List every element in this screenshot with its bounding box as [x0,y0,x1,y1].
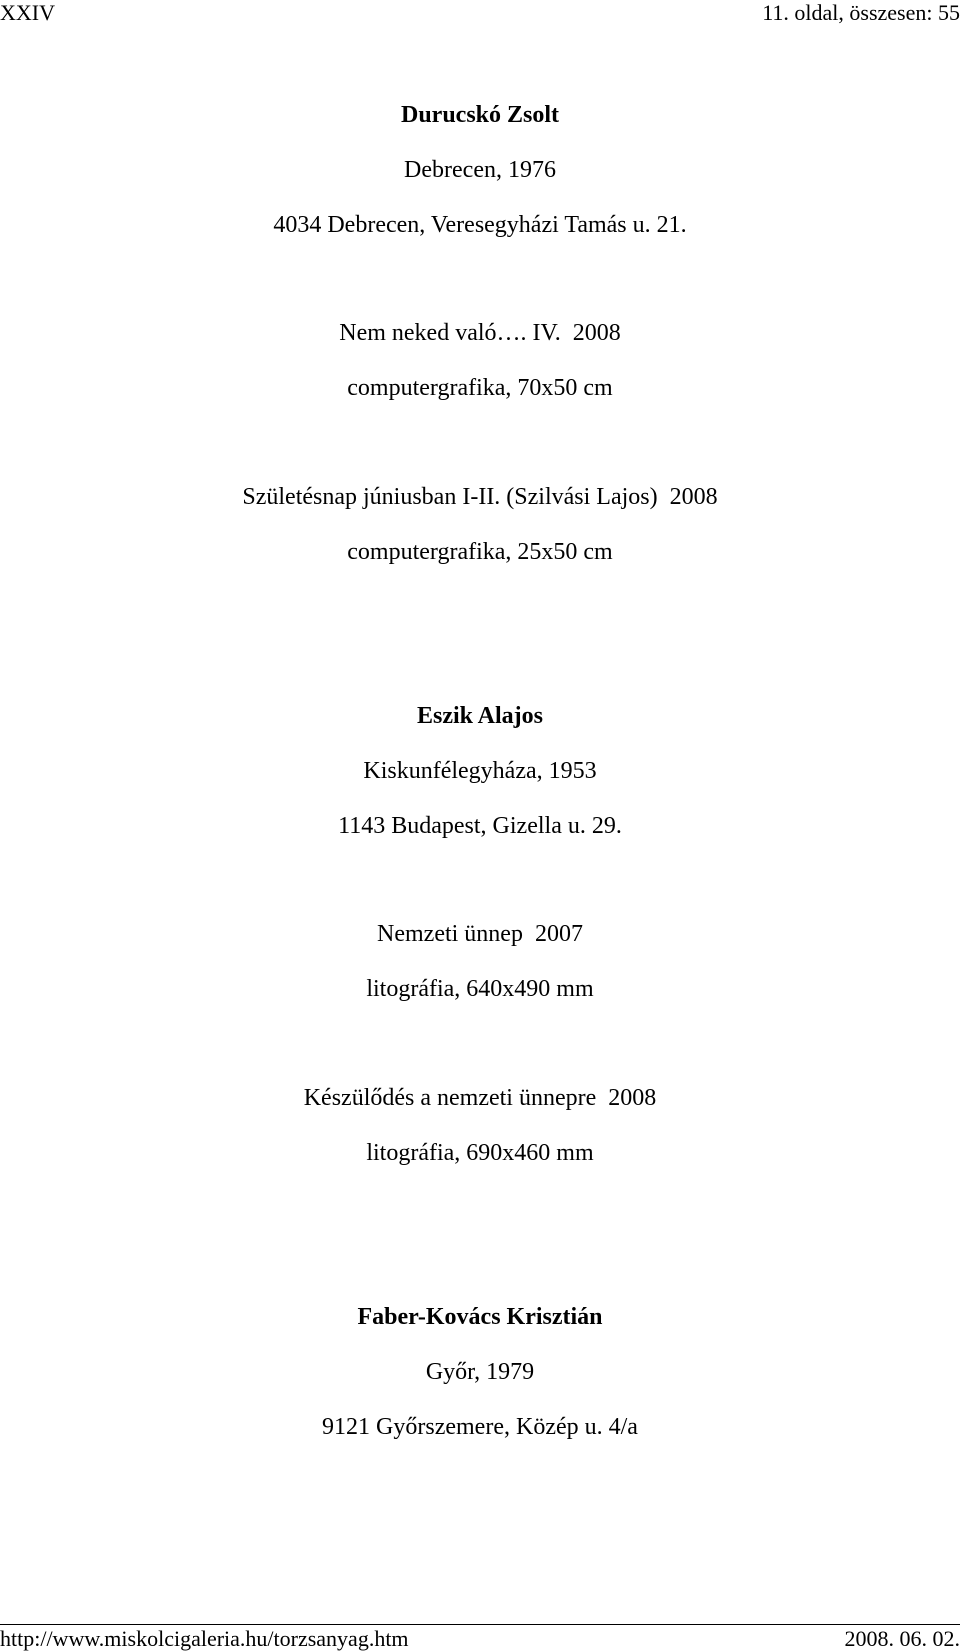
artist-address: 9121 Győrszemere, Közép u. 4/a [322,1414,638,1440]
footer-rule [0,1624,960,1625]
source-url: http://www.miskolcigaleria.hu/torzsanyag.htm [0,1626,409,1651]
work-title: Nemzeti ünnep 2007 [377,921,583,947]
artist-birth: Debrecen, 1976 [404,157,556,183]
artist-address: 1143 Budapest, Gizella u. 29. [338,813,622,839]
artist-birth: Győr, 1979 [425,1359,535,1385]
section-number: XXIV [0,0,55,25]
work-details: litográfia, 690x460 mm [366,1140,594,1166]
page-counter: 11. oldal, összesen: 55 [762,0,960,25]
work-details: computergrafika, 70x50 cm [347,375,613,401]
artist-name: Durucskó Zsolt [400,102,560,128]
artist-name: Eszik Alajos [416,703,544,729]
artist-address: 4034 Debrecen, Veresegyházi Tamás u. 21. [273,212,687,238]
print-date: 2008. 06. 02. [844,1626,960,1651]
work-details: computergrafika, 25x50 cm [347,539,613,565]
work-title: Születésnap júniusban I-II. (Szilvási Lajos) 2008 [242,484,718,510]
work-details: litográfia, 640x490 mm [366,976,594,1002]
work-title: Nem neked való…. IV. 2008 [339,320,621,346]
artist-birth: Kiskunfélegyháza, 1953 [363,758,597,784]
work-title: Készülődés a nemzeti ünnepre 2008 [303,1085,657,1111]
artist-name: Faber-Kovács Krisztián [357,1304,603,1330]
